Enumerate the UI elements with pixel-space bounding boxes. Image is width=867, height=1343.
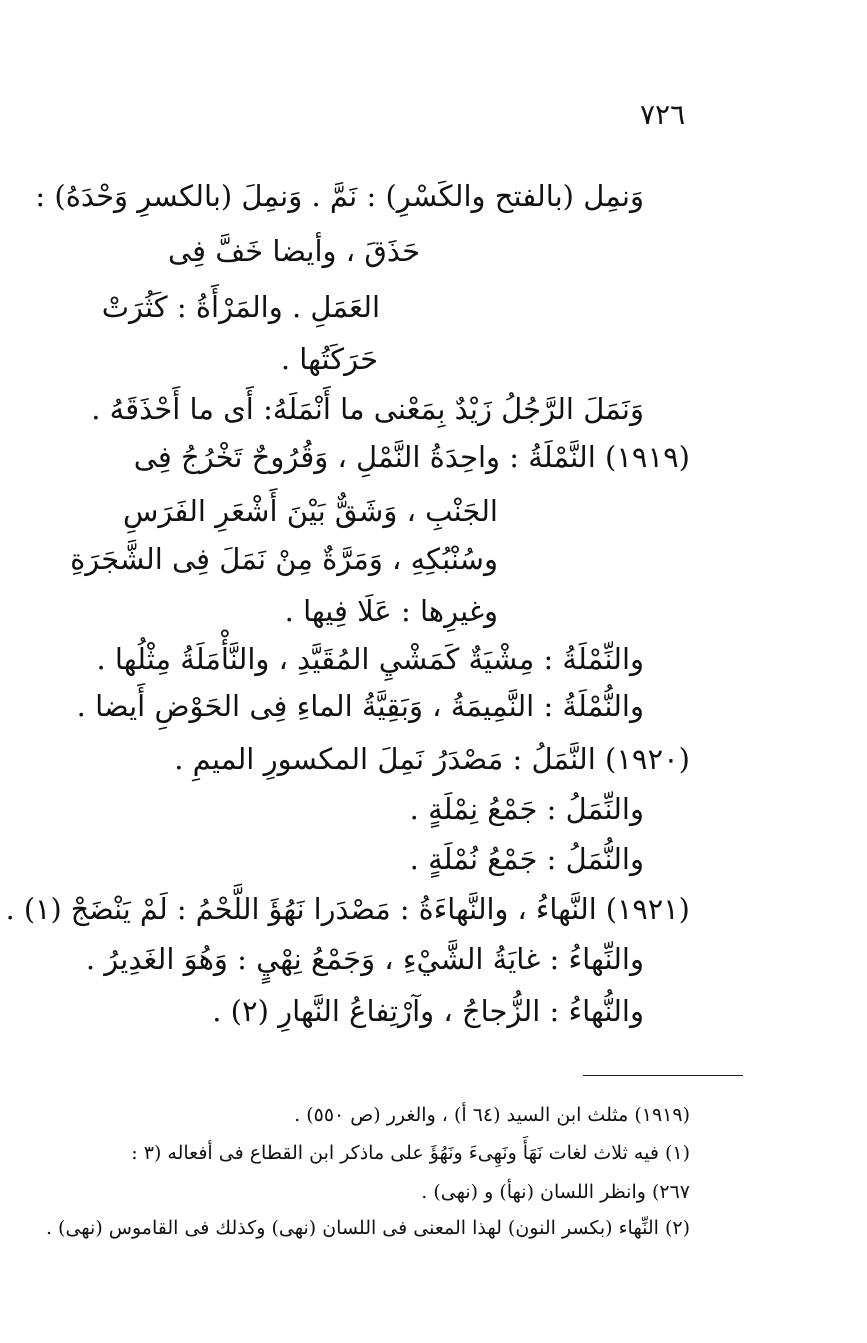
text-line-5: وَنَمَلَ الرَّجُلُ زَيْدٌ بِمَعْنى ما أَنْمَلَهُ: أَى ما أَحْذَقَهُ . xyxy=(91,392,644,426)
text-line-1: وَنمِل (بالفتح والكَسْرِ) : نَمَّ . وَنمِلَ (بالكسرِ وَحْدَهُ) : xyxy=(35,179,644,213)
text-line-13: والنِّمَلُ : جَمْعُ نِمْلَةٍ . xyxy=(409,792,644,826)
footnote-1: (١) فيه ثلاث لغات نَهَأَ ونَهِىءَ ونَهُؤَ على ماذكر ابن القطاع فى أفعاله (٣ : xyxy=(131,1142,690,1164)
text-line-7: الجَنْبِ ، وَشَقٌّ بَيْنَ أَشْعَرِ الفَرَسِ xyxy=(123,494,498,528)
footnote-1919: (١٩١٩) مثلث ابن السيد (٦٤ أ) ، والغرر (ص ٥٥٠) . xyxy=(294,1104,690,1126)
entry-1920-headline: (١٩٢٠) النَّمَلُ : مَصْدَرُ نَمِلَ المكسورِ الميمِ . xyxy=(174,742,690,776)
text-line-4: حَرَكَتُها . xyxy=(280,342,378,376)
text-line-8: وسُنْبُكِهِ ، وَمَرَّةٌ مِنْ نَمَلَ فِى الشَّجَرَةِ xyxy=(70,542,498,576)
text-line-9: وغيرِها : عَلَا فِيها . xyxy=(284,594,498,628)
footnote-2: (٢) النِّهاء (بكسر النون) لهذا المعنى فى اللسان (نهى) وكذلك فى القاموس (نهى) . xyxy=(45,1217,690,1239)
text-line-10: والنِّمْلَةُ : مِشْيَةٌ كَمَشْيِ المُقَيَّدِ ، والنَّأْمَلَةُ مِثْلُها . xyxy=(96,642,644,676)
text-line-2: حَذَقَ ، وأيضا خَفَّ فِى xyxy=(168,234,420,268)
text-line-3: العَمَلِ . والمَرْأَةُ : كَثُرَتْ xyxy=(101,290,380,324)
footnote-1-continued: ٢٦٧) وانظر اللسان (نهأ) و (نهى) . xyxy=(421,1181,690,1203)
page-number: ٧٢٦ xyxy=(640,98,686,131)
text-line-17: والنُّهاءُ : الزُّجاجُ ، وآرْتِفاعُ النَّهارِ (٢) . xyxy=(212,994,644,1028)
text-line-14: والنُّمَلُ : جَمْعُ نُمْلَةٍ . xyxy=(409,842,644,876)
entry-1919-headline: (١٩١٩) النَّمْلَةُ : واحِدَةُ النَّمْلِ ، وَقُرُوحٌ تَخْرُجُ فِى xyxy=(133,440,690,474)
text-line-11: والنُّمْلَةُ : النَّمِيمَةُ ، وَبَقِيَّةُ الماءِ فِى الحَوْضِ أَيضا . xyxy=(76,689,644,723)
text-line-16: والنِّهاءُ : غايَةُ الشَّيْءِ ، وَجَمْعُ نِهْيٍ : وَهُوَ الغَدِيرُ . xyxy=(85,942,644,976)
entry-1921-headline: (١٩٢١) النَّهاءُ ، والنَّهاءَةُ : مَصْدَرا نَهُؤَ اللَّحْمُ : لَمْ يَنْضَجْ (١) . xyxy=(5,892,690,926)
footnote-separator xyxy=(583,1075,743,1076)
